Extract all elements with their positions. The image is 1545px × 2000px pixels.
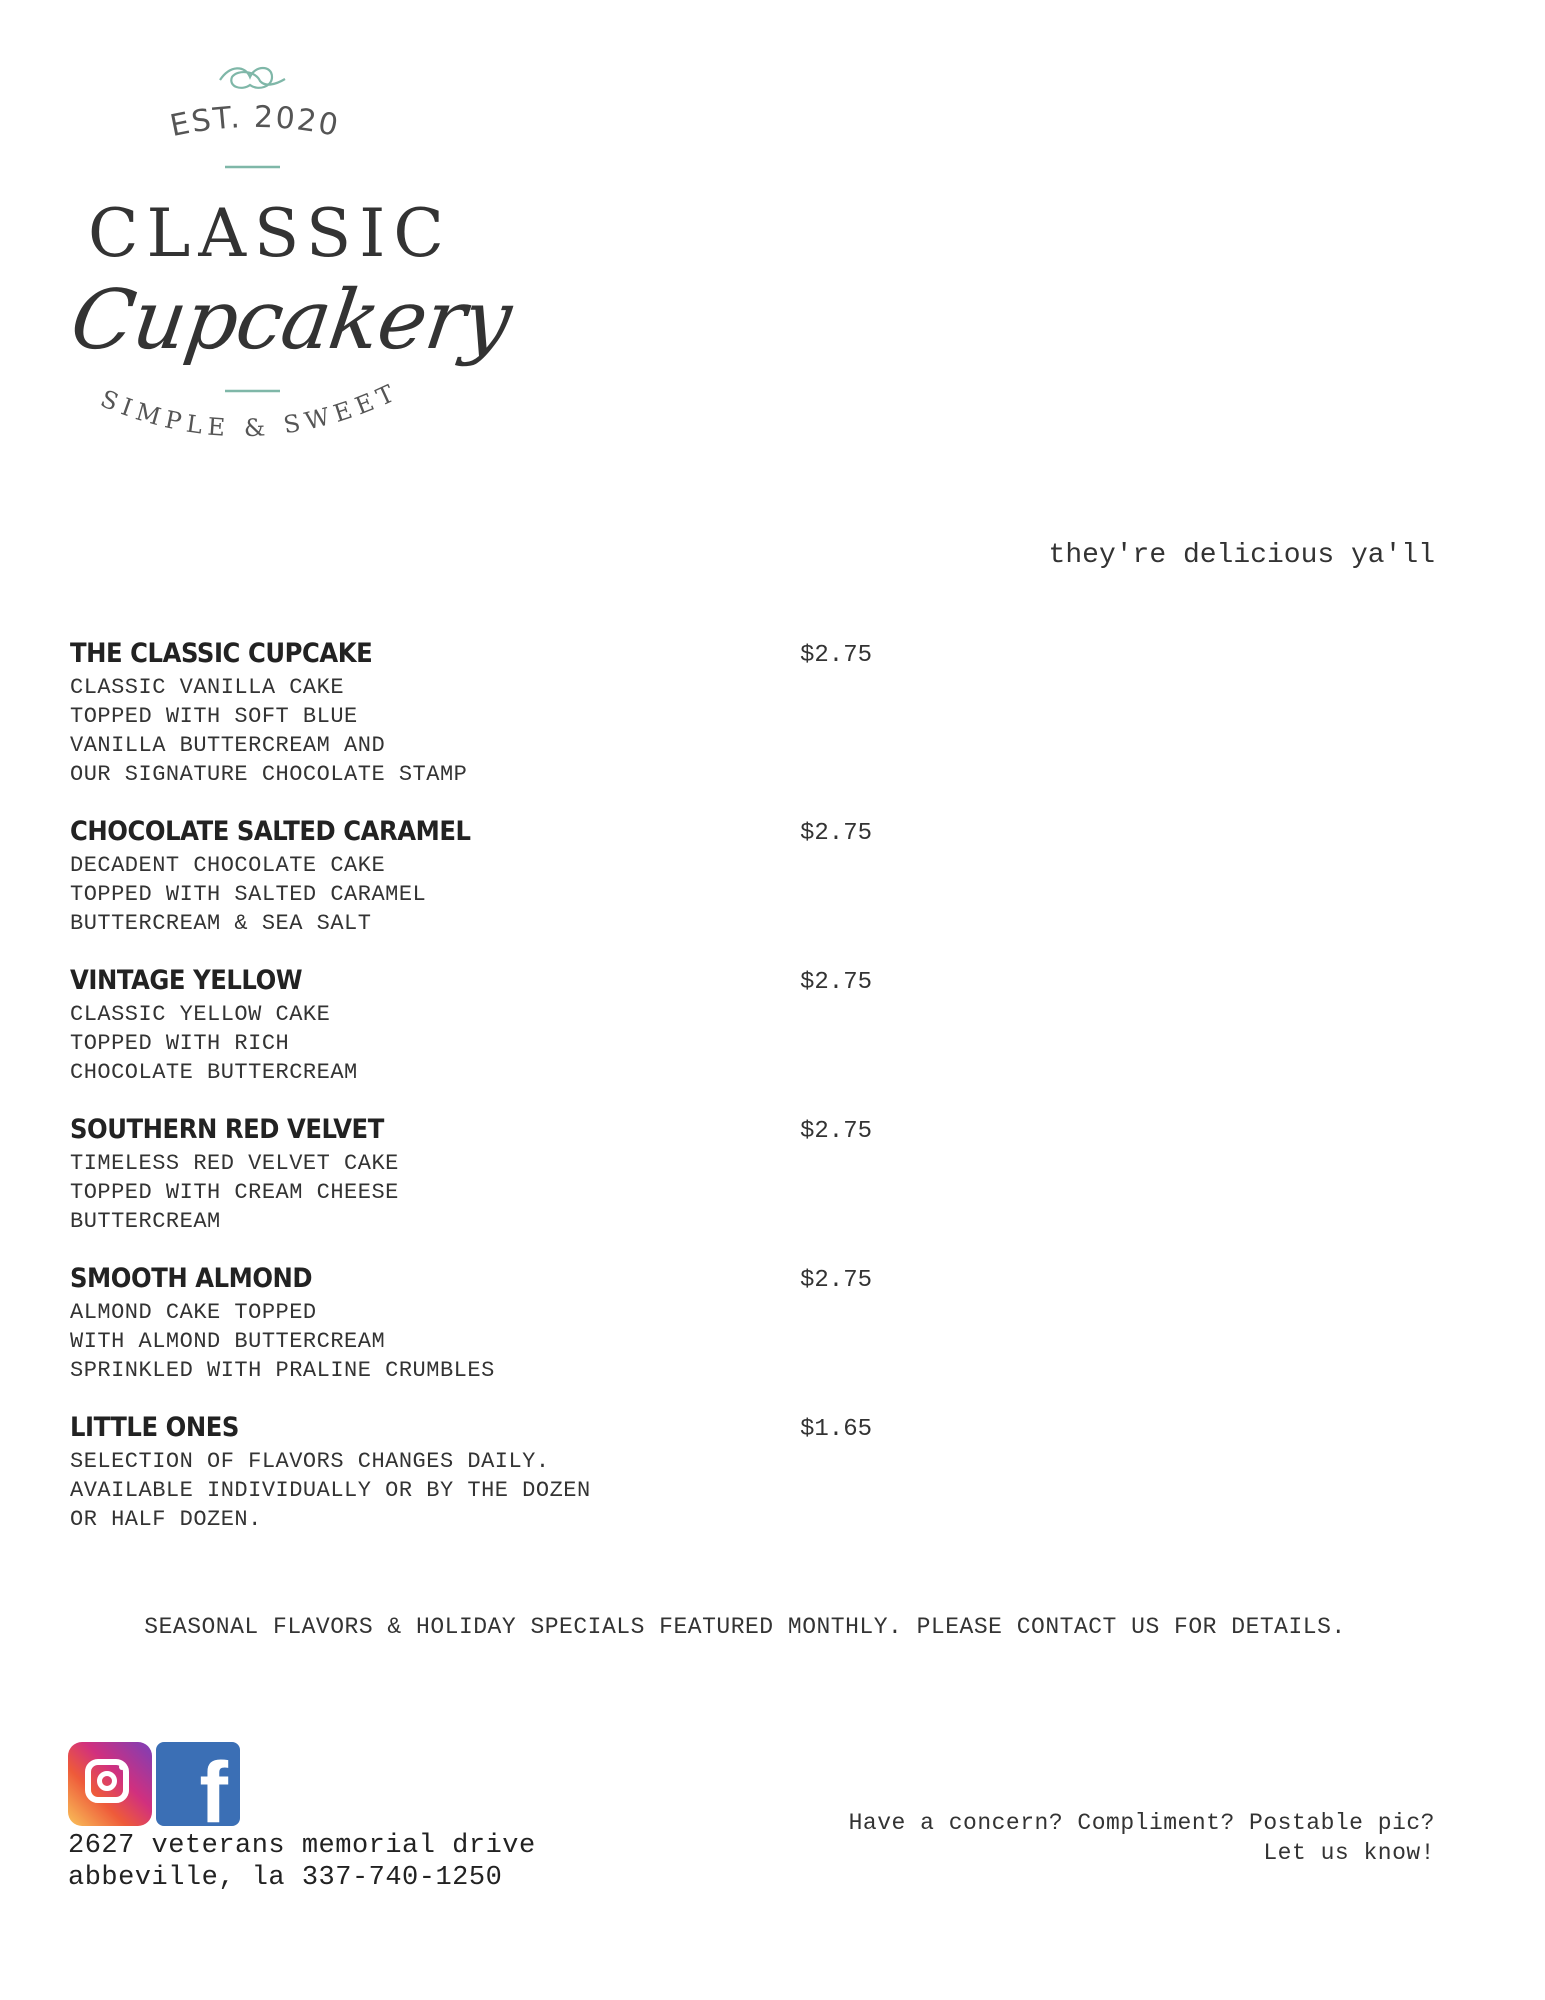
facebook-glyph: f (199, 1745, 228, 1826)
menu-list (70, 638, 1170, 1561)
address-street: 2627 veterans memorial drive (68, 1831, 536, 1861)
instagram-dot (119, 1764, 125, 1770)
instagram-icon[interactable] (68, 1742, 152, 1826)
feedback-line-2: Let us know! (1263, 1840, 1435, 1866)
menu-item-name: LITTLE ONES (70, 1412, 239, 1443)
menu-item-name: SMOOTH ALMOND (70, 1263, 313, 1294)
logo-tagline: SIMPLE & SWEET (96, 377, 404, 443)
feedback-message (849, 1808, 1435, 1868)
est-label: EST. 2020 (167, 99, 343, 145)
menu-item-price: $1.65 (800, 1416, 873, 1443)
instagram-lens (97, 1771, 117, 1791)
menu-item-description: ALMOND CAKE TOPPED WITH ALMOND BUTTERCREAM SPRINKLED WITH PRALINE CRUMBLES (70, 1300, 495, 1383)
menu-item (70, 1114, 1170, 1236)
menu-item-description: SELECTION OF FLAVORS CHANGES DAILY. AVAILABLE INDIVIDUALLY OR BY THE DOZEN OR HALF DOZEN. (70, 1449, 591, 1532)
address-city-phone: abbeville, la 337-740-1250 (68, 1863, 503, 1893)
menu-item (70, 638, 1170, 789)
social-links (68, 1742, 240, 1826)
menu-item-name: SOUTHERN RED VELVET (70, 1114, 384, 1145)
heart-flourish-icon (220, 68, 285, 88)
logo (60, 55, 517, 475)
menu-item-price: $2.75 (800, 1118, 873, 1145)
seasonal-note: SEASONAL FLAVORS & HOLIDAY SPECIALS FEATURED MONTHLY. PLEASE CONTACT US FOR DETAILS. (144, 1614, 1346, 1640)
menu-item-price: $2.75 (800, 820, 873, 847)
menu-item-name: CHOCOLATE SALTED CARAMEL (70, 816, 471, 847)
feedback-line-1: Have a concern? Compliment? Postable pic? (848, 1810, 1435, 1836)
menu-item-price: $2.75 (800, 969, 873, 996)
menu-item (70, 1263, 1170, 1385)
slogan: they're delicious ya'll (1048, 540, 1435, 571)
menu-item-name: VINTAGE YELLOW (70, 965, 303, 996)
menu-item-description: TIMELESS RED VELVET CAKE TOPPED WITH CREAM CHEESE BUTTERCREAM (70, 1151, 399, 1234)
menu-item-description: DECADENT CHOCOLATE CAKE TOPPED WITH SALTED CARAMEL BUTTERCREAM & SEA SALT (70, 853, 427, 936)
logo-name-classic: CLASSIC (88, 195, 452, 272)
address (68, 1830, 536, 1894)
menu-item (70, 1412, 1170, 1534)
menu-item-price: $2.75 (800, 642, 873, 669)
menu-item-price: $2.75 (800, 1267, 873, 1294)
menu-item (70, 965, 1170, 1087)
facebook-icon[interactable] (156, 1742, 240, 1826)
menu-item (70, 816, 1170, 938)
menu-item-name: THE CLASSIC CUPCAKE (70, 638, 373, 669)
logo-name-cupcakery: Cupcakery (65, 273, 517, 368)
menu-item-description: CLASSIC YELLOW CAKE TOPPED WITH RICH CHOCOLATE BUTTERCREAM (70, 1002, 358, 1085)
menu-item-description: CLASSIC VANILLA CAKE TOPPED WITH SOFT BLUE VANILLA BUTTERCREAM AND OUR SIGNATURE CHOCOLATE STAMP (70, 675, 468, 787)
